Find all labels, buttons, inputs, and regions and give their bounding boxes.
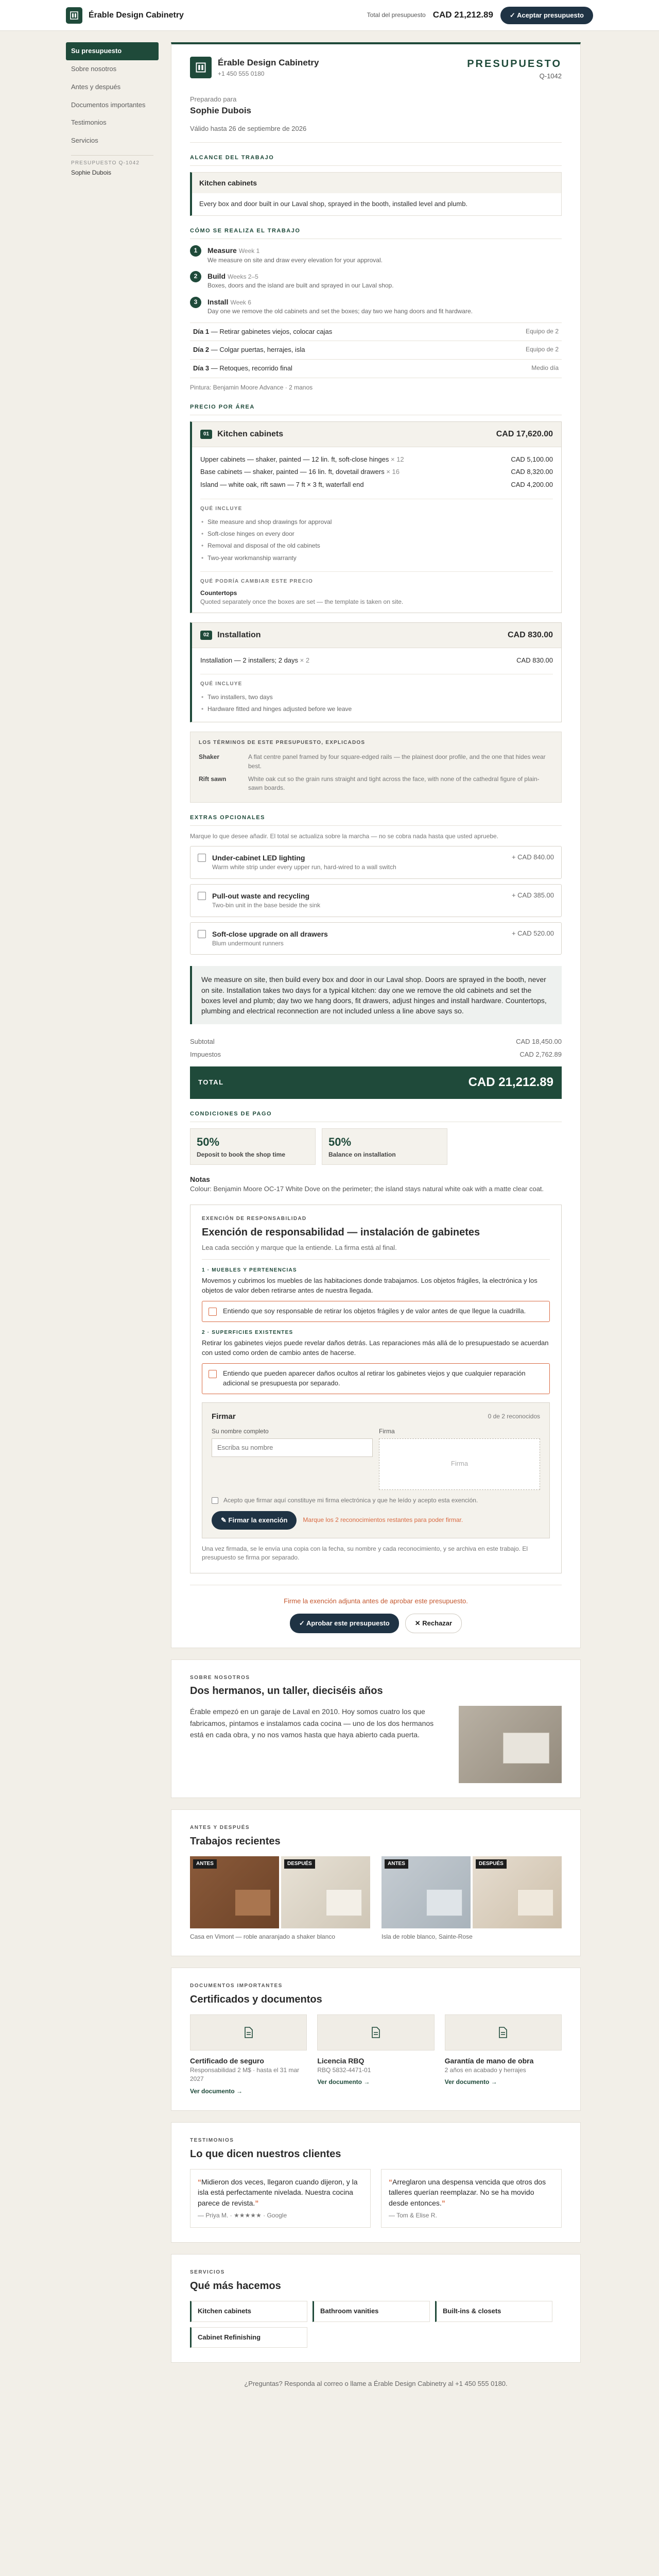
after-tag: DESPUÉS bbox=[284, 1859, 315, 1869]
step-number: 3 bbox=[190, 297, 201, 308]
day-crew: Equipo de 2 bbox=[525, 346, 559, 353]
step-title: Measure bbox=[207, 246, 237, 255]
day-row: Día 3 — Retoques, recorrido final Medio día bbox=[190, 360, 562, 378]
sidebar-nav bbox=[66, 42, 159, 178]
brand bbox=[66, 7, 184, 24]
waiver-section-title: 1 · MUEBLES Y PERTENENCIAS bbox=[202, 1267, 297, 1273]
document-card bbox=[445, 2014, 562, 2096]
price-change-item: Countertops bbox=[200, 589, 237, 597]
total-label: Total del presupuesto bbox=[367, 11, 426, 19]
waiver-footnote: Una vez firmada, se le envía una copia con la fecha, su nombre y cada reconocimiento, y se archiva en este trabajo. El presupuesto se firma por separado. bbox=[202, 1545, 528, 1562]
client-name: Sophie Dubois bbox=[190, 105, 251, 115]
process-step bbox=[190, 271, 562, 291]
line-item bbox=[200, 654, 553, 667]
workshop-photo bbox=[459, 1706, 562, 1783]
company-header bbox=[190, 57, 319, 78]
pair-caption: Isla de roble blanco, Sainte-Rose bbox=[381, 1933, 473, 1940]
line-desc: Installation — 2 installers; 2 days bbox=[200, 656, 299, 664]
scope-box bbox=[190, 172, 562, 216]
waiver-subtitle: Lea cada sección y marque que la entiende. La firma está al final. bbox=[202, 1243, 550, 1260]
consent-checkbox[interactable] bbox=[212, 1497, 218, 1504]
option-price: + CAD 840.00 bbox=[511, 853, 554, 861]
option-desc: Blum undermount runners bbox=[212, 939, 284, 947]
signature-title: Firmar bbox=[212, 1412, 236, 1421]
reject-quote-label: Rechazar bbox=[422, 1619, 453, 1627]
sidebar-item-services[interactable]: Servicios bbox=[71, 137, 98, 145]
payment-percent: 50% bbox=[328, 1135, 352, 1148]
about-title: Dos hermanos, un taller, dieciséis años bbox=[190, 1685, 383, 1697]
esign-consent[interactable] bbox=[212, 1496, 540, 1505]
include-item: • Hardware fitted and hinges adjusted before we leave bbox=[200, 703, 553, 715]
includes-list bbox=[200, 516, 553, 565]
line-amount: CAD 5,100.00 bbox=[511, 455, 553, 463]
line-item bbox=[200, 466, 553, 479]
extras-title: EXTRAS OPCIONALES bbox=[190, 814, 562, 826]
option-checkbox[interactable] bbox=[198, 854, 206, 862]
total-value: CAD 21,212.89 bbox=[432, 10, 493, 20]
includes-label: QUÉ INCLUYE bbox=[200, 499, 553, 513]
sign-waiver-label: Firmar la exención bbox=[228, 1516, 288, 1524]
include-item: • Soft-close hinges on every door bbox=[200, 528, 553, 540]
option-desc: Warm white strip under every upper run, hard-wired to a wall switch bbox=[212, 863, 396, 871]
testimonial-card bbox=[381, 2169, 562, 2228]
option-led-lighting[interactable] bbox=[190, 846, 562, 879]
includes-list bbox=[200, 691, 553, 716]
line-amount: CAD 830.00 bbox=[516, 656, 553, 664]
line-qty: × 2 bbox=[300, 656, 310, 664]
install-days bbox=[190, 323, 562, 379]
company-logo-icon bbox=[190, 57, 212, 78]
subtotal-label: Subtotal bbox=[190, 1038, 215, 1046]
before-tag: ANTES bbox=[193, 1859, 217, 1869]
term-definition: A flat centre panel framed by four square-edged rails — the plainest door profile, and the one that hides wear best. bbox=[248, 753, 546, 770]
main-content bbox=[171, 42, 581, 2404]
price-change-label: QUÉ PODRÍA CAMBIAR ESTE PRECIO bbox=[200, 571, 553, 586]
process-step bbox=[190, 297, 562, 316]
document-name: Licencia RBQ bbox=[317, 2056, 365, 2065]
full-name-label: Su nombre completo bbox=[212, 1428, 269, 1435]
area-badge: 02 bbox=[200, 631, 212, 640]
line-amount: CAD 4,200.00 bbox=[511, 481, 553, 489]
signature-placeholder: Firma bbox=[450, 1460, 469, 1468]
quote-icon: ” bbox=[441, 2198, 445, 2207]
before-after-pair bbox=[381, 1856, 562, 1941]
grand-total-value: CAD 21,212.89 bbox=[468, 1075, 553, 1090]
check-icon: ✓ bbox=[299, 1619, 306, 1627]
line-desc: Upper cabinets — shaker, painted — 12 lin. ft, soft-close hinges bbox=[200, 455, 389, 463]
pricing-area-installation bbox=[190, 622, 562, 722]
quote-heading: PRESUPUESTO bbox=[467, 58, 562, 70]
line-item bbox=[200, 479, 553, 492]
view-document-link[interactable]: Ver documento → bbox=[317, 2078, 370, 2086]
before-tag: ANTES bbox=[385, 1859, 408, 1869]
option-soft-close-upgrade[interactable] bbox=[190, 922, 562, 955]
sidebar-divider bbox=[71, 155, 153, 156]
day-task: Colgar puertas, herrajes, isla bbox=[219, 346, 305, 354]
scope-title: ALCANCE DEL TRABAJO bbox=[190, 154, 562, 166]
approval-area bbox=[190, 1585, 562, 1633]
area-name: Installation bbox=[217, 631, 261, 640]
view-document-link[interactable]: Ver documento → bbox=[190, 2087, 243, 2095]
waiver-title: Exención de responsabilidad — instalación de gabinetes bbox=[202, 1226, 480, 1238]
area-total: CAD 17,620.00 bbox=[496, 430, 553, 439]
sidebar-item-before-after[interactable]: Antes y después bbox=[71, 82, 121, 91]
testimonial-author: — Tom & Elise R. bbox=[389, 2211, 437, 2219]
waiver-section-text: Retirar los gabinetes viejos puede revelar daños detrás. Las reparaciones más allá de lo presupuestado se acuerdan con usted como orden de cambio antes de hacerse. bbox=[202, 1339, 549, 1357]
after-photo bbox=[473, 1856, 562, 1928]
grand-total-label: TOTAL bbox=[198, 1078, 224, 1087]
signature-label: Firma bbox=[379, 1428, 395, 1435]
sidebar-item-about[interactable]: Sobre nosotros bbox=[71, 64, 117, 73]
area-name: Kitchen cabinets bbox=[217, 430, 284, 439]
include-item: • Site measure and shop drawings for approval bbox=[200, 516, 553, 528]
testimonial-card bbox=[190, 2169, 371, 2228]
about-text: Érable empezó en un garaje de Laval en 2010. Hoy somos cuatro los que fabricamos, pintamos e instalamos cada cocina — uno de los dos hermanos está en cada obra, y no nos vamos hasta que haya abierto cada puerta. bbox=[190, 1707, 434, 1739]
step-weeks: Week 6 bbox=[230, 298, 251, 306]
day-label: Día 1 bbox=[193, 327, 210, 335]
option-checkbox[interactable] bbox=[198, 892, 206, 900]
approve-quote-button[interactable] bbox=[290, 1614, 399, 1633]
docs-title: Certificados y documentos bbox=[190, 1993, 322, 2005]
tax-label: Impuestos bbox=[190, 1050, 221, 1059]
waiver-section-text: Movemos y cubrimos los muebles de las habitaciones donde trabajamos. Los objetos frágiles, la electrónica y los objetos de valor deben retirarse antes de nuestra llegada. bbox=[202, 1277, 537, 1294]
price-change-desc: Quoted separately once the boxes are set — the template is taken on site. bbox=[200, 598, 404, 606]
step-number: 1 bbox=[190, 245, 201, 257]
sign-waiver-button[interactable] bbox=[212, 1511, 297, 1530]
testimonial-quote: Midieron dos veces, llegaron cuando dijeron, y la isla está perfectamente nivelada. Nuestra cocina parece de revista. bbox=[198, 2177, 358, 2207]
testimonial-quote: Arreglaron una despensa vencida que otros dos talleres querían reemplazar. No se ha movido desde entonces. bbox=[389, 2177, 546, 2207]
services-section bbox=[171, 2254, 581, 2363]
document-icon bbox=[317, 2014, 434, 2050]
consent-text: Acepto que firmar aquí constituye mi firma electrónica y que he leído y acepto esta exención. bbox=[223, 1496, 478, 1504]
grand-total bbox=[190, 1066, 562, 1099]
day-label: Día 2 bbox=[193, 346, 210, 354]
sidebar-item-quote[interactable]: Su presupuesto bbox=[66, 42, 159, 60]
services-title: Qué más hacemos bbox=[190, 2280, 281, 2292]
sidebar-quote-number: PRESUPUESTO Q-1042 bbox=[71, 160, 140, 166]
docs-kicker: DOCUMENTOS IMPORTANTES bbox=[190, 1983, 283, 1989]
documents-section bbox=[171, 1968, 581, 2111]
line-qty: × 16 bbox=[386, 468, 400, 476]
about-section bbox=[171, 1659, 581, 1799]
step-title: Install bbox=[207, 297, 229, 306]
term-name: Shaker bbox=[199, 753, 220, 761]
waiver-section-title: 2 · SUPERFICIES EXISTENTES bbox=[202, 1329, 293, 1335]
day-crew: Equipo de 2 bbox=[525, 327, 559, 335]
testimonials-section bbox=[171, 2122, 581, 2243]
term-row bbox=[199, 751, 553, 773]
term-name: Rift sawn bbox=[199, 775, 227, 783]
option-price: + CAD 385.00 bbox=[511, 891, 554, 899]
brand-name: Érable Design Cabinetry bbox=[89, 10, 184, 20]
pen-icon: ✎ bbox=[221, 1516, 229, 1524]
step-weeks: Week 1 bbox=[238, 247, 260, 255]
process-step bbox=[190, 245, 562, 265]
payment-title: CONDICIONES DE PAGO bbox=[190, 1110, 562, 1122]
testimonial-author: — Priya M. · ★★★★★ · Google bbox=[198, 2211, 287, 2219]
process-title: CÓMO SE REALIZA EL TRABAJO bbox=[190, 227, 562, 239]
terms-title: LOS TÉRMINOS DE ESTE PRESUPUESTO, EXPLICADOS bbox=[199, 739, 366, 745]
include-item: • Removal and disposal of the old cabinets bbox=[200, 540, 553, 552]
quote-icon: “ bbox=[198, 2177, 201, 2186]
document-icon bbox=[445, 2014, 562, 2050]
day-row: Día 2 — Colgar puertas, herrajes, isla Equipo de 2 bbox=[190, 341, 562, 360]
day-crew: Medio día bbox=[531, 364, 559, 372]
payment-box bbox=[322, 1128, 447, 1165]
ack-text: Entiendo que pueden aparecer daños ocultos al retirar los gabinetes viejos y que cualquier reparación adicional se presupuesta por separado. bbox=[223, 1369, 526, 1387]
service-item: Bathroom vanities bbox=[313, 2301, 430, 2322]
approval-warning: Firme la exención adjunta antes de aprobar este presupuesto. bbox=[284, 1597, 468, 1605]
day-task: Retirar gabinetes viejos, colocar cajas bbox=[219, 327, 333, 335]
tax-value: CAD 2,762.89 bbox=[519, 1050, 562, 1059]
line-desc: Island — white oak, rift sawn — 7 ft × 3 ft, waterfall end bbox=[200, 481, 364, 489]
term-row bbox=[199, 773, 553, 795]
document-meta: RBQ 5832-4471-01 bbox=[317, 2066, 371, 2074]
notes-title: Notas bbox=[190, 1175, 210, 1184]
sidebar-item-testimonials[interactable]: Testimonios bbox=[71, 118, 107, 127]
option-desc: Two-bin unit in the base beside the sink bbox=[212, 902, 321, 909]
pricing-title: PRECIO POR ÁREA bbox=[190, 403, 562, 415]
scope-box-title: Kitchen cabinets bbox=[192, 173, 561, 193]
accept-quote-label: Aceptar presupuesto bbox=[516, 11, 584, 19]
liability-waiver bbox=[190, 1205, 562, 1573]
signature-panel bbox=[202, 1402, 550, 1539]
reject-quote-button[interactable] bbox=[405, 1614, 462, 1633]
pair-caption: Casa en Vimont — roble anaranjado a shaker blanco bbox=[190, 1933, 335, 1940]
payment-box bbox=[190, 1128, 316, 1165]
ack-checkbox[interactable] bbox=[209, 1308, 217, 1316]
testimonials-title: Lo que dicen nuestros clientes bbox=[190, 2148, 341, 2160]
before-after-pair bbox=[190, 1856, 370, 1941]
document-icon bbox=[190, 2014, 307, 2050]
document-card bbox=[190, 2014, 307, 2096]
check-icon: ✓ bbox=[509, 11, 517, 19]
document-name: Certificado de seguro bbox=[190, 2056, 264, 2065]
prepared-for-label: Preparado para bbox=[190, 95, 237, 103]
payment-percent: 50% bbox=[197, 1135, 220, 1148]
line-qty: × 12 bbox=[391, 455, 404, 463]
notes-text: Colour: Benjamin Moore OC-17 White Dove on the perimeter; the island stays natural white oak with a matte clear coat. bbox=[190, 1185, 544, 1193]
step-weeks: Weeks 2–5 bbox=[228, 273, 258, 280]
service-item: Cabinet Refinishing bbox=[190, 2327, 307, 2348]
sign-warning: Marque los 2 reconocimientos restantes para poder firmar. bbox=[303, 1516, 463, 1524]
option-name: Under-cabinet LED lighting bbox=[212, 854, 305, 862]
gallery-kicker: ANTES Y DESPUÉS bbox=[190, 1825, 250, 1831]
step-desc: Boxes, doors and the island are built and sprayed in our Laval shop. bbox=[207, 282, 394, 290]
option-price: + CAD 520.00 bbox=[511, 929, 554, 937]
after-photo bbox=[281, 1856, 370, 1928]
valid-until: Válido hasta 26 de septiembre de 2026 bbox=[190, 124, 562, 143]
view-document-link[interactable]: Ver documento → bbox=[444, 2078, 497, 2086]
brand-logo-icon bbox=[66, 7, 82, 24]
line-desc: Base cabinets — shaker, painted — 16 lin. ft, dovetail drawers bbox=[200, 468, 385, 476]
quote-icon: ” bbox=[255, 2198, 259, 2207]
step-number: 2 bbox=[190, 271, 201, 282]
services-kicker: SERVICIOS bbox=[190, 2269, 225, 2276]
quote-document bbox=[171, 42, 581, 1648]
pricing-area-kitchen bbox=[190, 421, 562, 613]
includes-label: QUÉ INCLUYE bbox=[200, 674, 553, 688]
close-icon: ✕ bbox=[414, 1619, 423, 1627]
scope-box-text: Every box and door built in our Laval shop, sprayed in the booth, installed level and plumb. bbox=[199, 200, 468, 208]
subtotal-value: CAD 18,450.00 bbox=[516, 1038, 562, 1046]
day-row: Día 1 — Retirar gabinetes viejos, colocar cajas Equipo de 2 bbox=[190, 323, 562, 342]
paint-note: Pintura: Benjamin Moore Advance · 2 manos bbox=[190, 384, 313, 392]
payment-label: Deposit to book the shop time bbox=[197, 1150, 286, 1158]
line-item bbox=[200, 453, 553, 466]
document-card bbox=[317, 2014, 434, 2096]
page-footer: ¿Preguntas? Responda al correo o llame a Érable Design Cabinetry al +1 450 555 0180. bbox=[244, 2380, 508, 2388]
company-name: Érable Design Cabinetry bbox=[218, 58, 319, 67]
area-badge: 01 bbox=[200, 430, 212, 439]
sidebar-client-name: Sophie Dubois bbox=[71, 168, 112, 176]
ack-text: Entiendo que soy responsable de retirar los objetos frágiles y de valor antes de que llegue la cuadrilla. bbox=[223, 1307, 526, 1315]
about-kicker: SOBRE NOSOTROS bbox=[190, 1674, 250, 1681]
day-label: Día 3 bbox=[193, 364, 210, 372]
before-after-section bbox=[171, 1809, 581, 1956]
testimonials-kicker: TESTIMONIOS bbox=[190, 2138, 234, 2144]
full-name-input[interactable] bbox=[212, 1438, 373, 1457]
quote-number: Q-1042 bbox=[539, 72, 562, 80]
step-desc: We measure on site and draw every elevation for your approval. bbox=[207, 256, 383, 264]
company-phone: +1 450 555 0180 bbox=[218, 70, 265, 77]
option-name: Pull-out waste and recycling bbox=[212, 891, 310, 900]
step-desc: Day one we remove the old cabinets and set the boxes; day two we hang doors and fit hardware. bbox=[207, 308, 473, 315]
project-summary: We measure on site, then build every box and door in our Laval shop. Doors are sprayed in the booth, never on site. Installation takes two days for a typical kitchen: day one we remove the old cabinets and set the boxes level and plumb; day two we hang doors, fit drawers, adjust hinges and install hardware. Countertops, plumbing and electrical reconnection are not included unless a line above says so. bbox=[190, 966, 562, 1024]
sidebar-item-documents[interactable]: Documentos importantes bbox=[71, 100, 146, 109]
ack-checkbox[interactable] bbox=[209, 1370, 217, 1378]
before-photo bbox=[190, 1856, 279, 1928]
quote-icon: “ bbox=[389, 2177, 392, 2186]
signature-pad[interactable] bbox=[379, 1438, 540, 1490]
service-item: Kitchen cabinets bbox=[190, 2301, 307, 2322]
waiver-ack-furniture[interactable] bbox=[202, 1301, 550, 1322]
extras-intro: Marque lo que desee añadir. El total se actualiza sobre la marcha — no se cobra nada hasta que usted apruebe. bbox=[190, 832, 499, 840]
area-total: CAD 830.00 bbox=[507, 631, 553, 640]
option-pull-out-waste[interactable] bbox=[190, 884, 562, 917]
option-checkbox[interactable] bbox=[198, 930, 206, 938]
include-item: • Two-year workmanship warranty bbox=[200, 552, 553, 564]
include-item: • Two installers, two days bbox=[200, 691, 553, 703]
document-name: Garantía de mano de obra bbox=[444, 2056, 534, 2065]
payment-terms bbox=[190, 1128, 562, 1165]
after-tag: DESPUÉS bbox=[476, 1859, 507, 1869]
step-title: Build bbox=[207, 272, 226, 280]
term-definition: White oak cut so the grain runs straight and tight across the face, with none of the cathedral figure of plain-sawn boards. bbox=[248, 775, 540, 792]
document-meta: 2 años en acabado y herrajes bbox=[444, 2066, 526, 2074]
sidebar bbox=[66, 42, 159, 2404]
option-name: Soft-close upgrade on all drawers bbox=[212, 929, 328, 938]
payment-label: Balance on installation bbox=[328, 1150, 396, 1158]
before-photo bbox=[381, 1856, 471, 1928]
waiver-ack-surfaces[interactable] bbox=[202, 1363, 550, 1394]
tax-row bbox=[190, 1048, 562, 1061]
line-amount: CAD 8,320.00 bbox=[511, 468, 553, 476]
service-item: Built-ins & closets bbox=[435, 2301, 552, 2322]
waiver-kicker: EXENCIÓN DE RESPONSABILIDAD bbox=[202, 1216, 307, 1222]
terms-glossary bbox=[190, 732, 562, 803]
accept-quote-button[interactable] bbox=[500, 7, 593, 24]
day-task: Retoques, recorrido final bbox=[219, 364, 292, 372]
approve-quote-label: Aprobar este presupuesto bbox=[306, 1619, 390, 1627]
ack-counter: 0 de 2 reconocidos bbox=[488, 1412, 540, 1420]
subtotal-row bbox=[190, 1036, 562, 1048]
gallery-title: Trabajos recientes bbox=[190, 1835, 281, 1847]
document-meta: Responsabilidad 2 M$ · hasta el 31 mar 2027 bbox=[190, 2066, 300, 2083]
top-bar bbox=[0, 0, 659, 31]
